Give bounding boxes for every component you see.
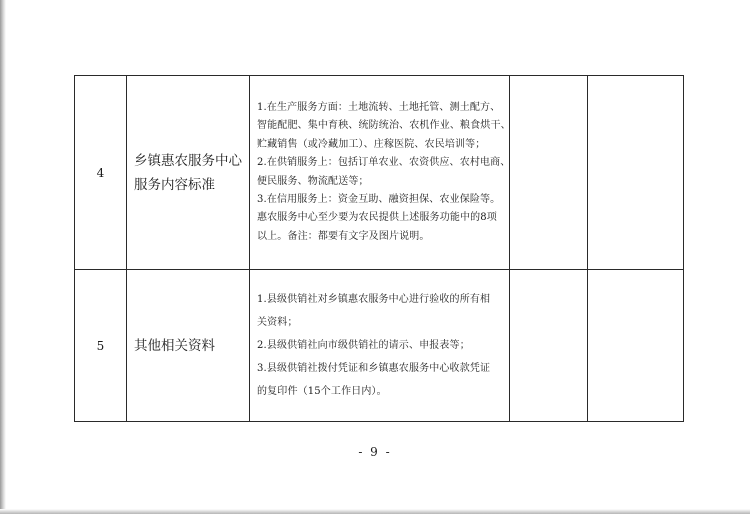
requirement-line: 智能配肥、集中育秧、统防统治、农机作业、粮食烘干、 xyxy=(257,120,511,132)
requirement-line: 便民服务、物流配送等； xyxy=(257,175,369,187)
empty-cell xyxy=(588,76,684,270)
requirement-line: 1.县级供销社对乡镇惠农服务中心进行验收的所有相 xyxy=(257,294,491,305)
row-item-name xyxy=(127,270,250,422)
row-requirements xyxy=(250,270,510,422)
page-number: - 9 - xyxy=(358,445,392,459)
row-number: 5 xyxy=(75,270,127,422)
empty-cell xyxy=(510,76,588,270)
row-item-name xyxy=(127,76,250,270)
row-requirements xyxy=(250,76,510,270)
item-name-line: 服务内容标准 xyxy=(134,176,215,193)
requirement-line: 1.在生产服务方面：土地流转、土地托管、测土配方、 xyxy=(257,101,501,113)
item-name-line: 其他相关资料 xyxy=(134,337,215,354)
empty-cell xyxy=(510,270,588,422)
requirement-line: 3.在信用服务上：资金互助、融资担保、农业保险等。 xyxy=(257,193,501,205)
scan-bottom-shadow xyxy=(0,509,750,514)
scan-page-edge xyxy=(0,0,6,514)
requirement-line: 2.县级供销社向市级供销社的请示、申报表等； xyxy=(257,340,470,351)
requirement-line: 贮藏销售（或冷藏加工）、庄稼医院、农民培训等； xyxy=(257,138,486,150)
acceptance-materials-table xyxy=(74,75,684,422)
item-name-line: 乡镇惠农服务中心 xyxy=(134,152,242,169)
row-number: 4 xyxy=(75,76,127,270)
requirement-line: 的复印件（15个工作日内）。 xyxy=(257,386,387,397)
requirement-line: 惠农服务中心至少要为农民提供上述服务功能中的8项 xyxy=(257,212,497,224)
requirement-line: 关资料； xyxy=(257,317,298,328)
empty-cell xyxy=(588,270,684,422)
table-row xyxy=(75,270,684,422)
requirement-line: 以上。备注：都要有文字及图片说明。 xyxy=(257,230,430,242)
requirement-line: 2.在供销服务上：包括订单农业、农资供应、农村电商、 xyxy=(257,157,511,169)
table-row xyxy=(75,76,684,270)
requirement-line: 3.县级供销社拨付凭证和乡镇惠农服务中心收款凭证 xyxy=(257,363,491,374)
